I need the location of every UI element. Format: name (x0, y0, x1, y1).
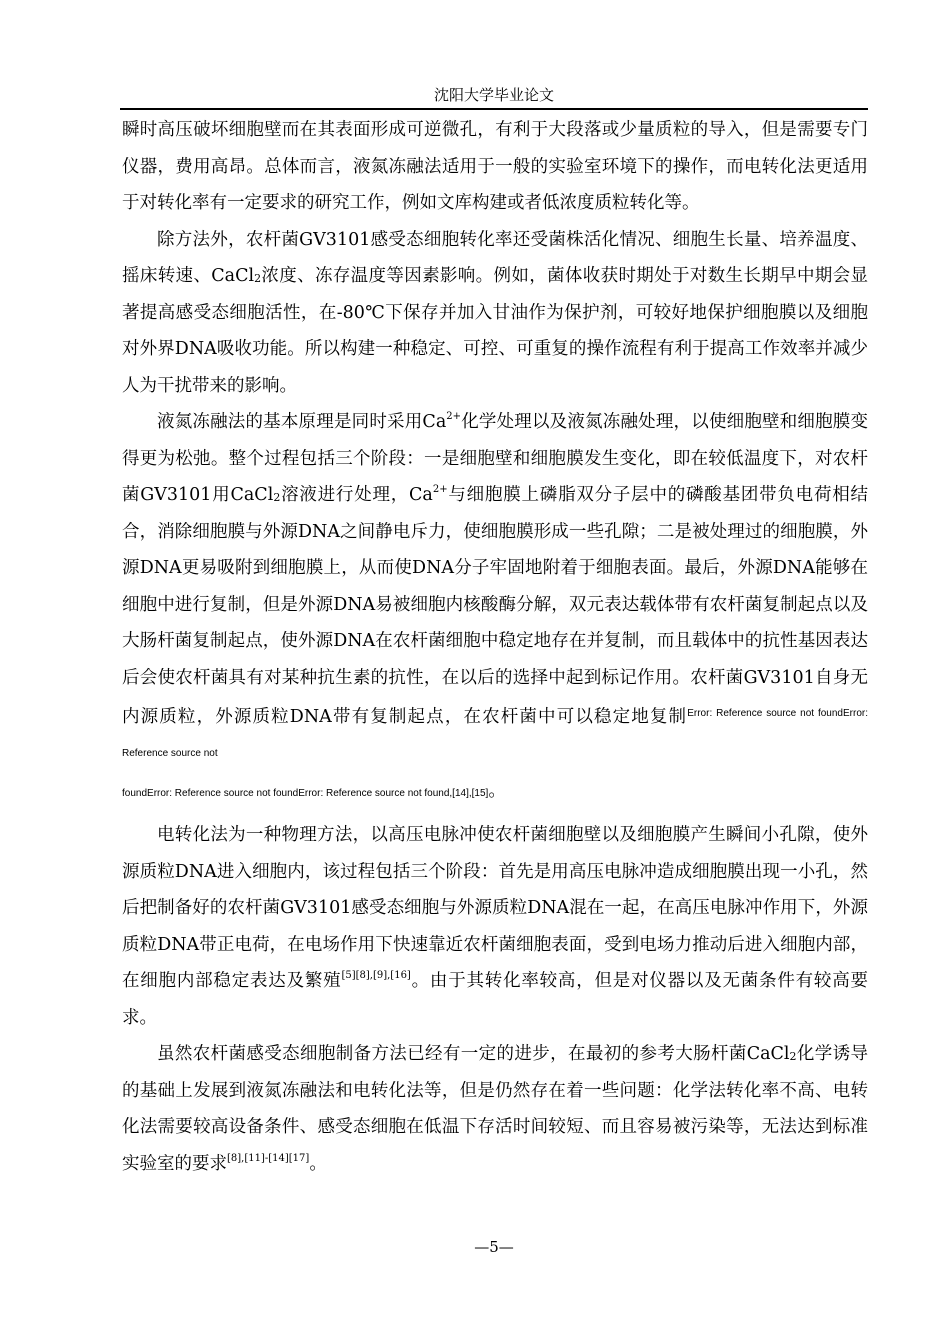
reference-error-line (122, 775, 868, 809)
paragraph-4-text-a: 电转化法为一种物理方法，以高压电脉冲使农杆菌细胞壁以及细胞膜产生瞬间小孔隙，使外源质粒DNA进入细胞内，该过程包括三个阶段：首先是用高压电脉冲造成细胞膜出现一小孔，然后把制备好的农杆菌GV3101感受态细胞与外源质粒DNA混在一起，在高压电脉冲作用下，外源质粒DNA带正电荷，在电场作用下快速靠近农杆菌细胞表面，受到电场力推动后进入细胞内部，在细胞内部稳定表达及繁殖 (122, 825, 868, 991)
paragraph-1 (122, 112, 868, 222)
body-text (122, 112, 868, 1182)
paragraph-3-text-a: 液氮冻融法的基本原理是同时采用Ca (157, 412, 447, 432)
page-number: —5— (474, 1238, 514, 1256)
subscript: 2 (254, 272, 262, 285)
paragraph-5-text-b: 化学诱导的基础上发展到液氮冻融法和电转化法等，但是仍然存在着一些问题：化学法转化率不高、电转化法需要较高设备条件、感受态细胞在低温下存活时间较短、而且容易被污染等，无法达到标准实验室的要求 (122, 1044, 868, 1174)
paragraph-3-text-b: 化学处理以及液氮冻融处理，以使细胞壁和细胞膜变得更为松弛。整个过程包括三个阶段：一是细胞壁和细胞膜发生变化，即在较低温度下，对农杆菌GV3101用CaCl (122, 412, 869, 505)
subscript: 2 (789, 1050, 797, 1063)
reference-error-text: Error: Reference source not foundError: Reference source not (122, 708, 868, 759)
paragraph-3-text-c: 溶液进行处理，Ca (280, 485, 433, 505)
paragraph-3-end: 。 (488, 780, 506, 800)
citation: [5][8],[9],[16] (341, 970, 411, 981)
page-header: 沈阳大学毕业论文 (433, 86, 554, 104)
paragraph-2-text-a: 除方法外，农杆菌GV3101感受态细胞转化率还受菌株活化情况、细胞生长量、培养温度、摇床转速、CaCl (122, 229, 868, 286)
paragraph-4 (122, 817, 868, 1036)
paragraph-5-text-c: 。 (309, 1153, 327, 1174)
paragraph-5-text-a: 虽然农杆菌感受态细胞制备方法已经有一定的进步，在最初的参考大肠杆菌CaCl (157, 1044, 790, 1064)
reference-error-text-2: foundError: Reference source not foundError: Reference source not found,[14],[15] (122, 788, 489, 799)
paragraph-1-text: 瞬时高压破坏细胞壁而在其表面形成可逆微孔，有利于大段落或少量质粒的导入，但是需要专门仪器，费用高昂。总体而言，液氮冻融法适用于一般的实验室环境下的操作，而电转化法更适用于对转化率有一定要求的研究工作，例如文库构建或者低浓度质粒转化等。 (122, 120, 868, 213)
superscript: 2+ (446, 411, 462, 422)
paragraph-2-text-b: 浓度、冻存温度等因素影响。例如，菌体收获时期处于对数生长期早中期会显著提高感受态细胞活性，在-80℃下保存并加入甘油作为保护剂，可较好地保护细胞膜以及细胞对外界DNA吸收功能。所以构建一种稳定、可控、可重复的操作流程有利于提高工作效率并减少人为干扰带来的影响。 (122, 266, 869, 396)
paragraph-3 (122, 404, 868, 775)
paragraph-3-text-d: 与细胞膜上磷脂双分子层中的磷酸基团带负电荷相结合，消除细胞膜与外源DNA之间静电斥力，使细胞膜形成一些孔隙；二是被处理过的细胞膜，外源DNA更易吸附到细胞膜上，从而使DNA分子牢固地附着于细胞表面。最后，外源DNA能够在细胞中进行复制，但是外源DNA易被细胞内核酸酶分解，双元表达载体带有农杆菌复制起点以及大肠杆菌复制起点，使外源DNA在农杆菌细胞中稳定地存在并复制，而且载体中的抗性基因表达后会使农杆菌具有对某种抗生素的抗性，在以后的选择中起到标记作用。农杆菌GV3101自身无内源质粒，外源质粒DNA带有复制起点，在农杆菌中可以稳定地复制 (122, 485, 869, 727)
header-rule (120, 108, 868, 110)
paragraph-4-text-b: 。由于其转化率较高，但是对仪器以及无菌条件有较高要求。 (122, 971, 869, 1028)
citation: [8],[11]-[14][17] (227, 1152, 310, 1164)
subscript: 2 (273, 491, 281, 504)
paragraph-5 (122, 1036, 868, 1182)
paragraph-2 (122, 222, 868, 405)
superscript: 2+ (432, 484, 448, 495)
